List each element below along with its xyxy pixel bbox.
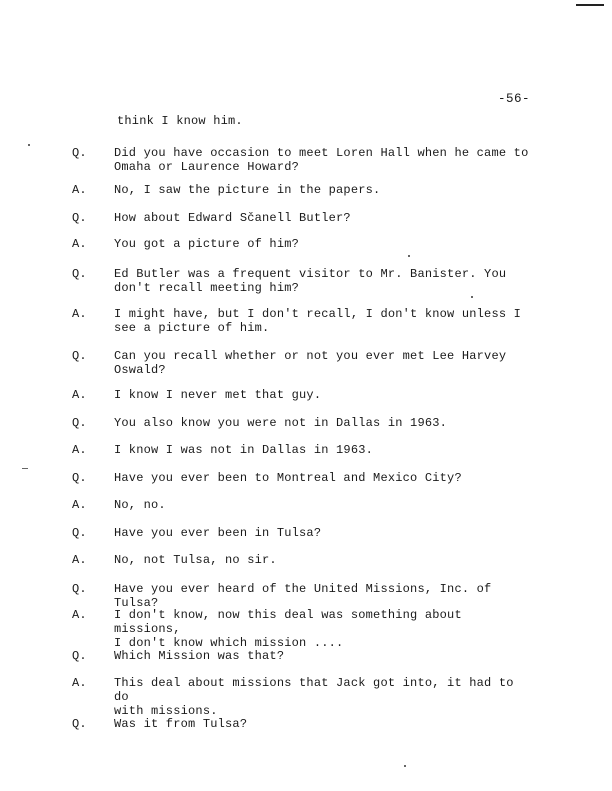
speaker-label: Q. <box>72 349 87 363</box>
entry-text: You got a picture of him? <box>114 237 300 251</box>
speaker-label: Q. <box>72 471 87 485</box>
speaker-label: Q. <box>72 211 87 225</box>
entry-text: Which Mission was that? <box>114 649 285 663</box>
entry-text: No, not Tulsa, no sir. <box>114 553 277 567</box>
speaker-label: A. <box>72 498 87 512</box>
entry-text: Have you ever been in Tulsa? <box>114 526 322 540</box>
entry-text: This deal about missions that Jack got into, it had to do with missions. <box>114 676 514 718</box>
speaker-label: Q. <box>72 582 87 596</box>
speaker-label: Q. <box>72 526 87 540</box>
entry-text: Did you have occasion to meet Loren Hall when he came to Omaha or Laurence Howard? <box>114 146 529 174</box>
speaker-label: A. <box>72 608 87 622</box>
corner-mark <box>576 4 604 6</box>
entry-text: You also know you were not in Dallas in 1963. <box>114 416 448 430</box>
entry-text: Can you recall whether or not you ever met Lee Harvey Oswald? <box>114 349 507 377</box>
speaker-label: A. <box>72 237 87 251</box>
entry-text: Ed Butler was a frequent visitor to Mr. Banister. You don't recall meeting him? <box>114 267 507 295</box>
entry-text: I know I never met that guy. <box>114 388 322 402</box>
entry-text: I might have, but I don't recall, I don't know unless I see a picture of him. <box>114 307 522 335</box>
speaker-label: Q. <box>72 717 87 731</box>
speaker-label: Q. <box>72 267 87 281</box>
speaker-label: Q. <box>72 416 87 430</box>
scan-speck <box>28 144 30 146</box>
speaker-label: A. <box>72 676 87 690</box>
entry-text: I don't know, now this deal was something about missions, I don't know which mission .... <box>114 608 462 650</box>
entry-text: I know I was not in Dallas in 1963. <box>114 443 374 457</box>
entry-text: Was it from Tulsa? <box>114 717 248 731</box>
continued-answer-line: think I know him. <box>117 114 243 128</box>
speaker-label: A. <box>72 388 87 402</box>
entry-text: No, no. <box>114 498 166 512</box>
speaker-label: A. <box>72 183 87 197</box>
entry-text: No, I saw the picture in the papers. <box>114 183 381 197</box>
entry-text: How about Edward Sčanell Butler? <box>114 211 351 225</box>
entry-text: Have you ever heard of the United Missions, Inc. of Tulsa? <box>114 582 492 610</box>
speaker-label: A. <box>72 553 87 567</box>
speaker-label: A. <box>72 443 87 457</box>
scan-speck <box>471 296 473 298</box>
scan-speck <box>408 255 410 257</box>
entry-text: Have you ever been to Montreal and Mexico City? <box>114 471 462 485</box>
scan-speck <box>404 765 406 767</box>
speaker-label: Q. <box>72 146 87 160</box>
speaker-label: A. <box>72 307 87 321</box>
speaker-label: Q. <box>72 649 87 663</box>
page-number: -56- <box>498 92 531 106</box>
scan-speck <box>22 468 28 469</box>
